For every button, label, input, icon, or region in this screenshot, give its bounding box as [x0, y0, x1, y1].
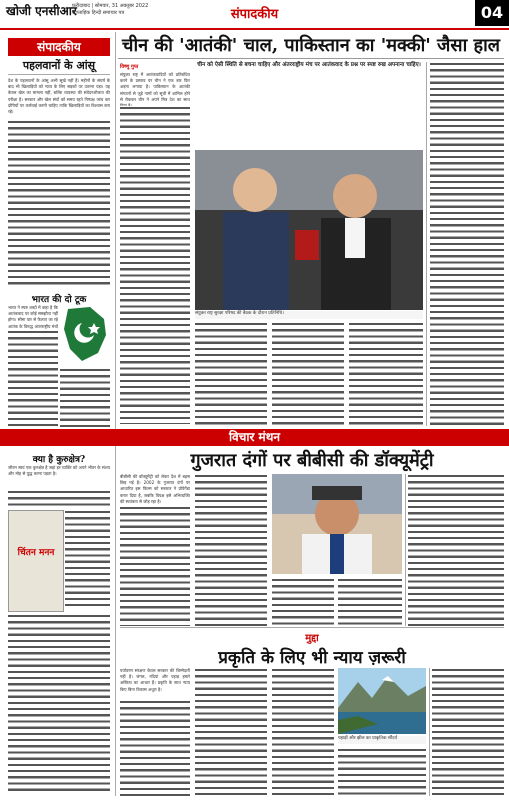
top-story-caption: संयुक्त राष्ट्र सुरक्षा परिषद की बैठक के दौरान प्रतिनिधि। — [195, 311, 423, 319]
page-number: 04 — [475, 0, 509, 26]
mudda-lines-3 — [272, 668, 334, 796]
vichar-lines-3 — [272, 578, 334, 626]
pakistan-map-image — [60, 305, 112, 365]
mudda-headline: प्रकृति के लिए भी न्याय ज़रूरी — [218, 648, 406, 668]
mudda-label: मुद्दा — [305, 633, 319, 644]
question-lines — [8, 490, 110, 506]
mudda-lines-4 — [338, 748, 426, 796]
left-story-lines-2 — [60, 368, 110, 438]
masthead-tagline: साप्ताहिक हिन्दी समाचार पत्र — [72, 10, 125, 16]
column-divider — [405, 474, 406, 626]
top-story-byline: विष्णु गुप्त — [120, 64, 139, 70]
masthead-date: फ़रीदाबाद | सोमवार, 31 अक्तूबर 2022 — [72, 3, 149, 9]
vichar-banner: विचार मंथन — [228, 430, 281, 444]
top-story-right-lines — [430, 62, 504, 426]
vichar-lines-5 — [408, 474, 504, 626]
vichar-lines-2 — [195, 474, 267, 626]
landscape-photo — [338, 668, 426, 734]
top-story-headline: चीन की 'आतंकी' चाल, पाकिस्तान का 'मक्की' जैसा हाल — [118, 34, 504, 59]
top-story-lines — [120, 106, 190, 424]
question-lines-2 — [65, 510, 110, 610]
top-story-lines-3 — [272, 322, 344, 426]
portrait-photo — [272, 474, 402, 574]
question-lines-3 — [8, 614, 110, 794]
section-title: संपादकीय — [230, 7, 279, 22]
left-story-text: भारत ने स्पष्ट शब्दों में कहा है कि आतंकवाद पर कोई समझौता नहीं होगा। सीमा पार से फैलाए जा रहे आतंक के विरुद्ध अंतरराष्ट्रीय मंचों — [8, 305, 58, 329]
vichar-lines — [120, 506, 190, 626]
column-divider — [115, 32, 116, 796]
vichar-text: बीबीसी की डॉक्यूमेंट्री को लेकर देश में बहस छिड़ गई है। 2002 के गुजरात दंगों पर आधारित इस फिल्म को सरकार ने प्रोपेगेंडा करार दिया है, जबकि विपक्ष इसे अभिव्यक्ति की स्वतंत्रता से जोड़ रहा है। — [120, 474, 190, 504]
vichar-lines-4 — [338, 578, 402, 626]
editorial-text: देश के पहलवानों के आंसू अभी सूखे नहीं हैं। महीनों के संघर्ष के बाद भी खिलाड़ियों को न्याय के लिए सड़कों पर उतरना पड़ा। यह केवल खेल का मामला नहीं, बल्कि व्यवस्था की संवेदनशीलता की परीक्षा है। सरकार और खेल संघों को समय रहते निष्पक्ष जांच कर दोषियों पर कार्रवाई करनी चाहिए ताकि खिलाड़ियों का विश्वास बना रहे। — [8, 78, 110, 115]
chintan-label: चिंतन मनन — [17, 548, 55, 558]
top-story-quote: चीन को ऐसी स्थिति से बचना चाहिए और अंतरराष्ट्रीय मंच पर आतंकवाद के प्रश्न पर स्पष्ट रुख अपनाना चाहिए। — [197, 62, 421, 68]
left-story-lines — [8, 330, 58, 440]
column-divider — [426, 62, 427, 426]
question-text: जीवन स्वयं एक कुरुक्षेत्र है जहां हर व्यक्ति को अपने भीतर के संशय और मोह से युद्ध करना पड़ता है। — [8, 465, 110, 477]
paper-name: खोजी एनसीआर — [6, 4, 77, 18]
top-story-lines-2 — [195, 322, 267, 426]
left-story-heading: भारत की दो टूक — [31, 295, 87, 305]
mudda-lines-2 — [195, 668, 267, 796]
mudda-caption: पहाड़ों और झील का प्राकृतिक सौंदर्य — [338, 736, 426, 744]
mudda-lines-5 — [432, 668, 504, 796]
chintan-box — [8, 510, 64, 612]
top-story-lines-4 — [349, 322, 423, 426]
divider — [120, 627, 504, 628]
leaders-photo — [195, 150, 423, 310]
editorial-text-lines — [8, 120, 110, 288]
top-story-text: संयुक्त राष्ट्र में आतंकवादियों को प्रतिबंधित करने के प्रस्ताव पर चीन ने एक बार फिर अड़ंगा लगाया है। पाकिस्तान के आतंकी संगठनों से जुड़े नामों को सूची में शामिल होने से रोककर चीन ने अपने मित्र देश का साथ — [120, 72, 190, 102]
mudda-text: पर्यावरण संरक्षण केवल सरकार की जिम्मेदारी नहीं है। जंगल, नदियां और पहाड़ हमारे अस्तित्व का आधार हैं। प्रकृति के साथ न्याय किए बिना विकास अधूरा है। — [120, 668, 190, 692]
divider — [8, 74, 110, 75]
editorial-tag: संपादकीय — [8, 38, 110, 56]
mudda-lines — [120, 700, 190, 796]
editorial-title: पहलवानों के आंसू — [22, 59, 96, 72]
question-heading: क्या है कुरुक्षेत्र? — [32, 455, 86, 465]
vichar-headline: गुजरात दंगों पर बीबीसी की डॉक्यूमेंट्री — [190, 450, 434, 471]
column-divider — [429, 668, 430, 796]
